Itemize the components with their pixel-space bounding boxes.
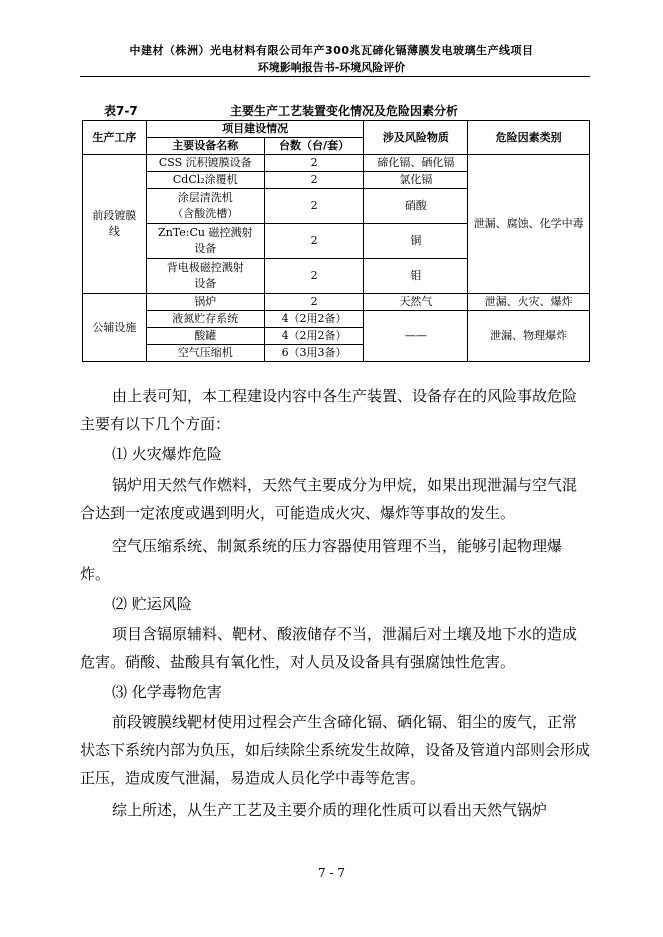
quantity-cell: 2 [264, 155, 364, 172]
section-heading: ⑵ 贮运风险 [112, 595, 192, 613]
header-construction: 项目建设情况 [146, 121, 364, 138]
equipment-line2: 设备 [194, 277, 217, 290]
body-paragraph: 空气压缩系统、制氮系统的压力容器使用管理不当，能够引起物理爆炸。 [80, 537, 563, 583]
body-paragraph: 锅炉用天然气作燃料，天然气主要成分为甲烷，如果出现泄漏与空气混合达到一定浓度或遇到明火，可能造成火灾、爆炸等事故的发生。 [80, 476, 578, 522]
table-row [83, 311, 590, 328]
quantity-cell: 4（2用2备） [264, 311, 364, 328]
equipment-cell [146, 224, 264, 259]
equipment-cell [146, 189, 264, 224]
table-caption [104, 102, 584, 120]
header-quantity: 台数（台/套） [264, 138, 364, 155]
header-report-title: 环境影响报告书-环境风险评价 [257, 61, 406, 74]
quantity-cell: 2 [264, 172, 364, 189]
body-paragraph: 项目含镉原辅料、靶材、酸液储存不当，泄漏后对土壤及地下水的造成危害。硝酸、盐酸具有氧化性，对人员及设备具有强腐蚀性危害。 [80, 625, 578, 671]
table-row [83, 294, 590, 311]
process-name-line2: 线 [108, 225, 120, 238]
table-row [83, 155, 590, 172]
header-hazards: 危险因素类别 [468, 121, 590, 155]
table-title: 主要生产工艺装置变化情况及危险因素分析 [230, 104, 459, 118]
header-process: 生产工序 [83, 121, 147, 155]
substance-cell: 铜 [364, 224, 468, 259]
substance-cell: 氯化镉 [364, 172, 468, 189]
hazard-cell: 泄漏、腐蚀、化学中毒 [468, 155, 590, 294]
equipment-cell: CSS 沉积镀膜设备 [146, 155, 264, 172]
body-paragraph: 由上表可知，本工程建设内容中各生产装置、设备存在的风险事故危险主要有以下几个方面： [80, 387, 578, 433]
equipment-cell: 液氮贮存系统 [146, 311, 264, 328]
page-number: 7 - 7 [318, 866, 345, 880]
hazard-cell: 泄漏、物理爆炸 [468, 311, 590, 362]
quantity-cell: 4（2用2备） [264, 328, 364, 345]
body-paragraph: 前段镀膜线靶材使用过程会产生含碲化镉、硒化镉、钼尘的废气，正常状态下系统内部为负压，如后续除尘系统发生故障，设备及管道内部则会形成正压，造成废气泄漏，易造成人员化学中毒等危害。 [80, 713, 591, 787]
header-project-title: 中建材（株洲）光电材料有限公司年产300兆瓦碲化镉薄膜发电玻璃生产线项目 [129, 44, 534, 57]
section-heading: ⑶ 化学毒物危害 [112, 683, 222, 701]
equipment-cell: 空气压缩机 [146, 345, 264, 362]
substance-cell: 碲化镉、硒化镉 [364, 155, 468, 172]
header-equipment: 主要设备名称 [146, 138, 264, 155]
quantity-cell: 2 [264, 259, 364, 294]
substance-cell: 天然气 [364, 294, 468, 311]
section-heading: ⑴ 火灾爆炸危险 [112, 445, 222, 463]
process-coating-line [83, 155, 147, 294]
header-substances: 涉及风险物质 [364, 121, 468, 155]
header-rule [80, 76, 590, 77]
equipment-line2: 设备 [194, 242, 217, 255]
table-number: 表7-7 [104, 104, 138, 118]
substance-cell: —— [364, 311, 468, 362]
equipment-cell: 酸罐 [146, 328, 264, 345]
risk-table [82, 120, 590, 362]
equipment-cell: 锅炉 [146, 294, 264, 311]
process-utilities: 公辅设施 [83, 294, 147, 362]
equipment-cell: CdCl₂涂覆机 [146, 172, 264, 189]
equipment-line1: ZnTe:Cu 磁控溅射 [158, 226, 253, 239]
substance-cell: 硝酸 [364, 189, 468, 224]
page-header [0, 42, 663, 76]
substance-cell: 钼 [364, 259, 468, 294]
quantity-cell: 2 [264, 294, 364, 311]
equipment-cell [146, 259, 264, 294]
hazard-cell: 泄漏、火灾、爆炸 [468, 294, 590, 311]
quantity-cell: 2 [264, 189, 364, 224]
equipment-line1: 涂层清洗机 [177, 191, 233, 204]
quantity-cell: 2 [264, 224, 364, 259]
equipment-line1: 背电极磁控溅射 [166, 261, 244, 274]
equipment-line2: （含酸洗槽） [172, 207, 239, 220]
quantity-cell: 6（3用3备） [264, 345, 364, 362]
process-name-line1: 前段镀膜 [92, 209, 137, 222]
body-paragraph: 综上所述，从生产工艺及主要介质的理化性质可以看出天然气锅炉 [112, 801, 548, 819]
